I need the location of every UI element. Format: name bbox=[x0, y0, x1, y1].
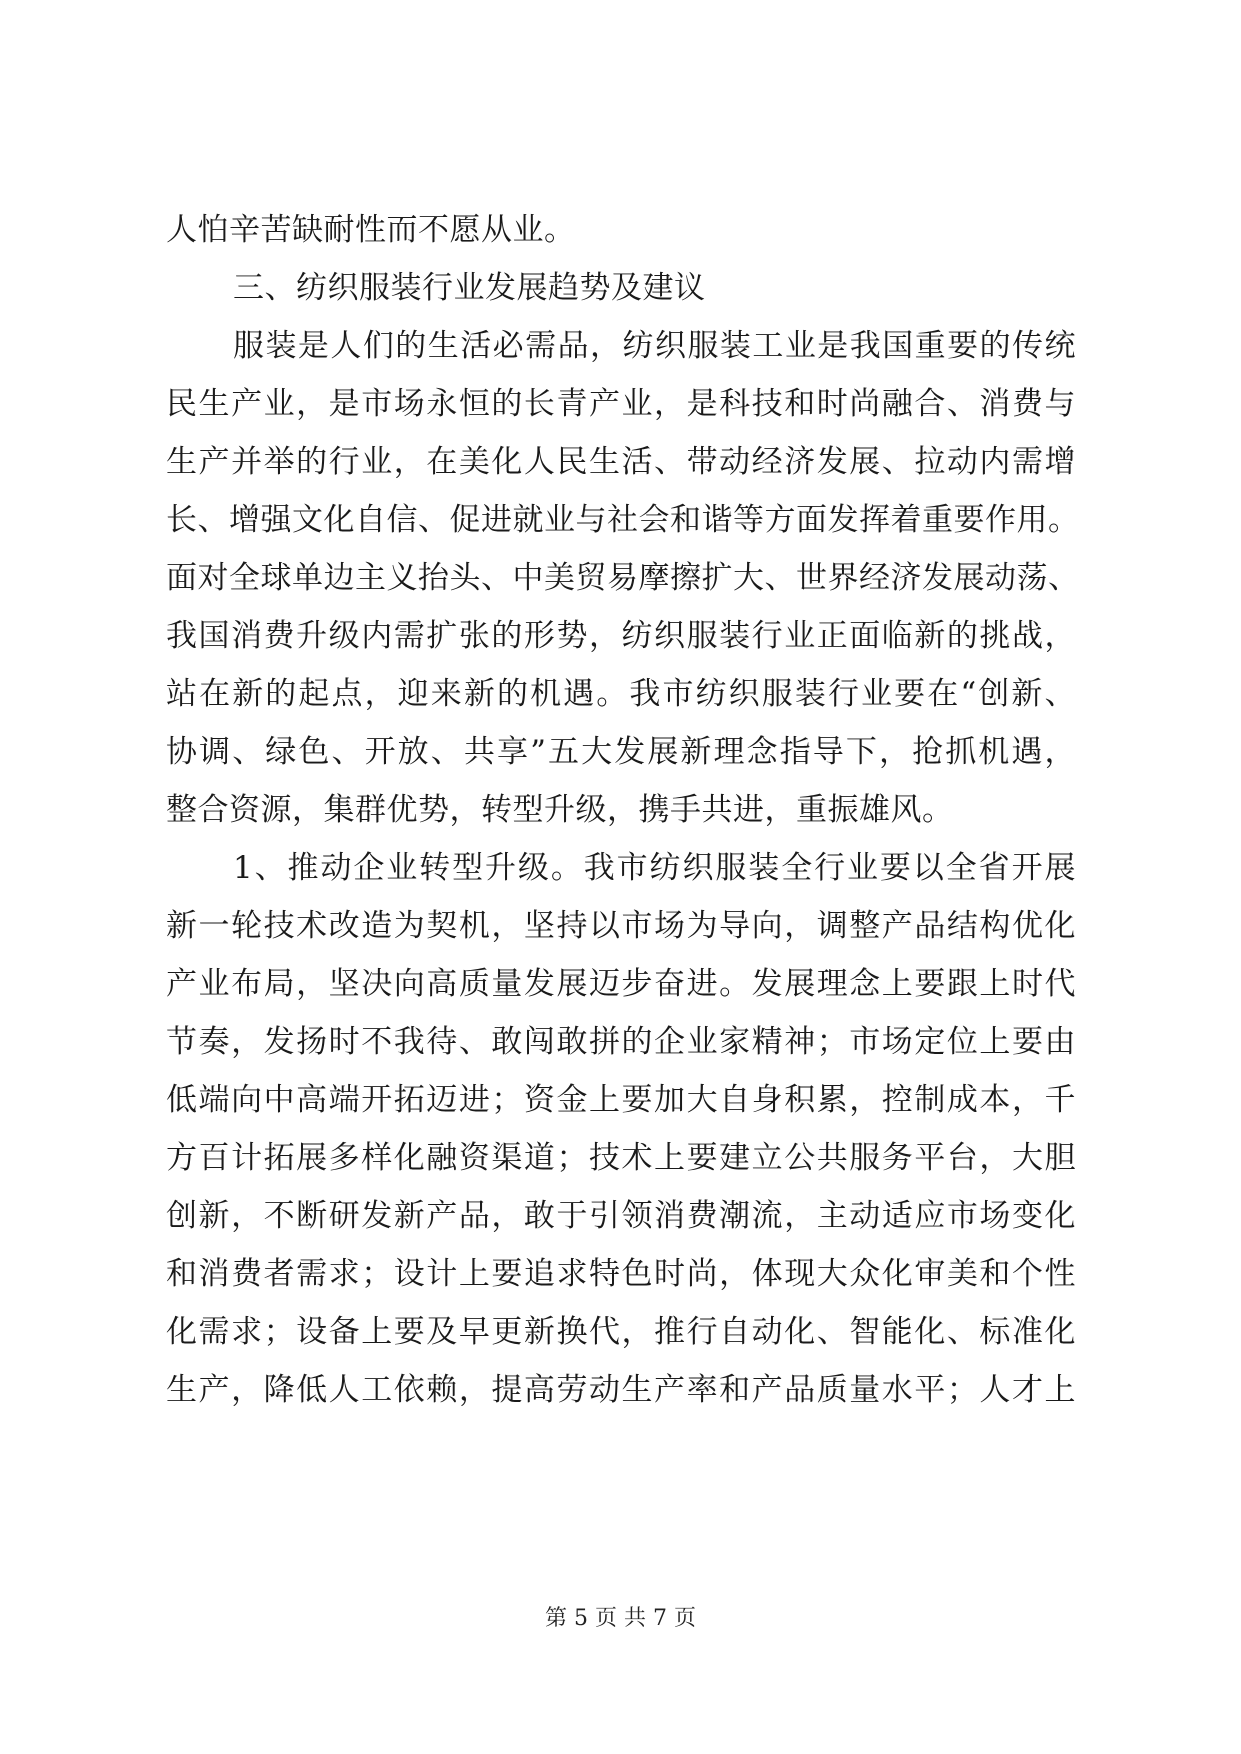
page-number-footer: 第 5 页 共 7 页 bbox=[545, 1606, 696, 1631]
text-line: 新一轮技术改造为契机，坚持以市场为导向，调整产品结构优化 bbox=[166, 908, 1076, 944]
section-heading: 三、纺织服装行业发展趋势及建议 bbox=[233, 270, 706, 306]
text-line: 1、推动企业转型升级。我市纺织服装全行业要以全省开展 bbox=[233, 850, 1076, 886]
text-line: 和消费者需求；设计上要追求特色时尚，体现大众化审美和个性 bbox=[166, 1256, 1076, 1292]
text-line: 我国消费升级内需扩张的形势，纺织服装行业正面临新的挑战， bbox=[166, 618, 1076, 654]
text-line: 站在新的起点，迎来新的机遇。我市纺织服装行业要在“创新、 bbox=[166, 676, 1076, 712]
text-line: 长、增强文化自信、促进就业与社会和谐等方面发挥着重要作用。 bbox=[166, 502, 1080, 538]
text-line: 化需求；设备上要及早更新换代，推行自动化、智能化、标准化 bbox=[166, 1314, 1076, 1350]
text-line: 协调、绿色、开放、共享”五大发展新理念指导下，抢抓机遇， bbox=[166, 734, 1076, 770]
text-line: 产业布局，坚决向高质量发展迈步奋进。发展理念上要跟上时代 bbox=[166, 966, 1076, 1002]
text-line: 民生产业，是市场永恒的长青产业，是科技和时尚融合、消费与 bbox=[166, 386, 1076, 422]
text-line: 节奏，发扬时不我待、敢闯敢拼的企业家精神；市场定位上要由 bbox=[166, 1024, 1076, 1060]
text-line: 整合资源，集群优势，转型升级，携手共进，重振雄风。 bbox=[166, 792, 954, 828]
text-line: 创新，不断研发新产品，敢于引领消费潮流，主动适应市场变化 bbox=[166, 1198, 1076, 1234]
text-line: 方百计拓展多样化融资渠道；技术上要建立公共服务平台，大胆 bbox=[166, 1140, 1076, 1176]
text-line: 服装是人们的生活必需品，纺织服装工业是我国重要的传统 bbox=[233, 328, 1076, 364]
text-line: 生产，降低人工依赖，提高劳动生产率和产品质量水平；人才上 bbox=[166, 1372, 1076, 1408]
text-line: 低端向中高端开拓迈进；资金上要加大自身积累，控制成本，千 bbox=[166, 1082, 1076, 1118]
text-line: 生产并举的行业，在美化人民生活、带动经济发展、拉动内需增 bbox=[166, 444, 1076, 480]
text-line: 面对全球单边主义抬头、中美贸易摩擦扩大、世界经济发展动荡、 bbox=[166, 560, 1080, 596]
text-line: 人怕辛苦缺耐性而不愿从业。 bbox=[166, 212, 576, 248]
